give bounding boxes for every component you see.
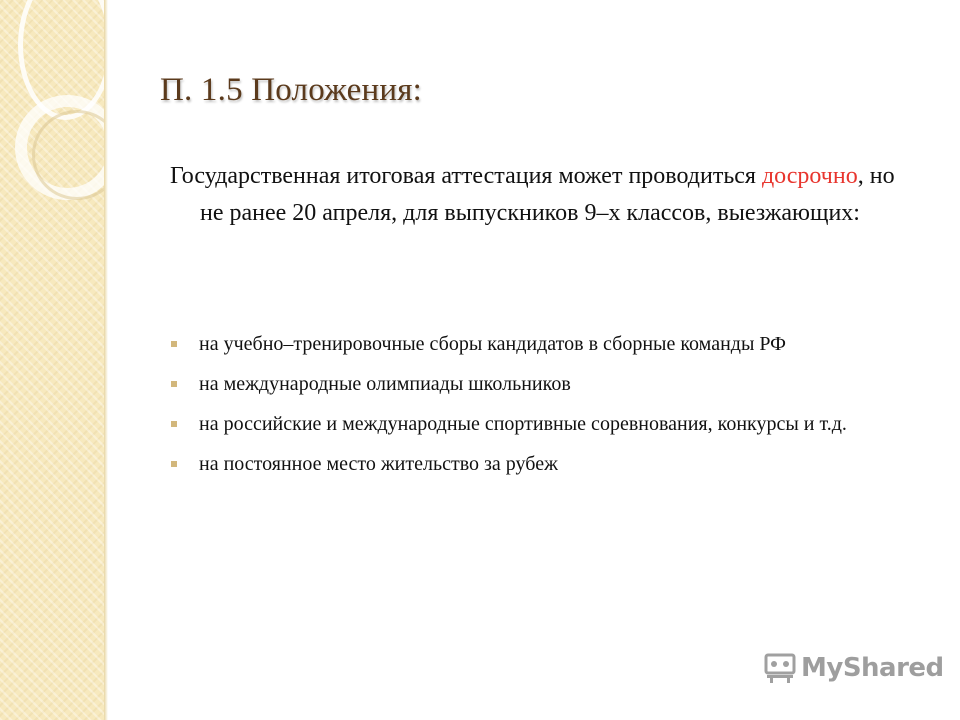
- square-bullet-icon: [171, 421, 177, 427]
- decorative-side-band: [0, 0, 106, 720]
- watermark-text: MyShared: [801, 653, 944, 683]
- square-bullet-icon: [171, 381, 177, 387]
- lead-text-before: Государственная итоговая аттестация может проводиться: [170, 163, 762, 189]
- bullet-list: [170, 330, 900, 478]
- side-band-edge: [104, 0, 108, 720]
- lead-paragraph: [170, 158, 910, 232]
- slide-title: П. 1.5 Положения:: [160, 72, 422, 108]
- bullet-text: на учебно–тренировочные сборы кандидатов в сборные команды РФ: [199, 333, 786, 355]
- bullet-item: [170, 410, 900, 438]
- bullet-text: на постоянное место жительство за рубеж: [199, 453, 558, 475]
- bullet-item: [170, 450, 900, 478]
- square-bullet-icon: [171, 461, 177, 467]
- lead-text-after: , но не ранее 20 апреля, для выпускников 9–х классов, выезжающих:: [200, 163, 895, 226]
- bullet-text: на российские и международные спортивные соревнования, конкурсы и т.д.: [199, 413, 847, 435]
- bullet-item: [170, 370, 900, 398]
- classroom-board-icon: [763, 653, 797, 683]
- watermark: [763, 653, 944, 683]
- lead-highlight: досрочно: [761, 163, 858, 189]
- bullet-text: на международные олимпиады школьников: [199, 373, 571, 395]
- bullet-item: [170, 330, 900, 358]
- square-bullet-icon: [171, 341, 177, 347]
